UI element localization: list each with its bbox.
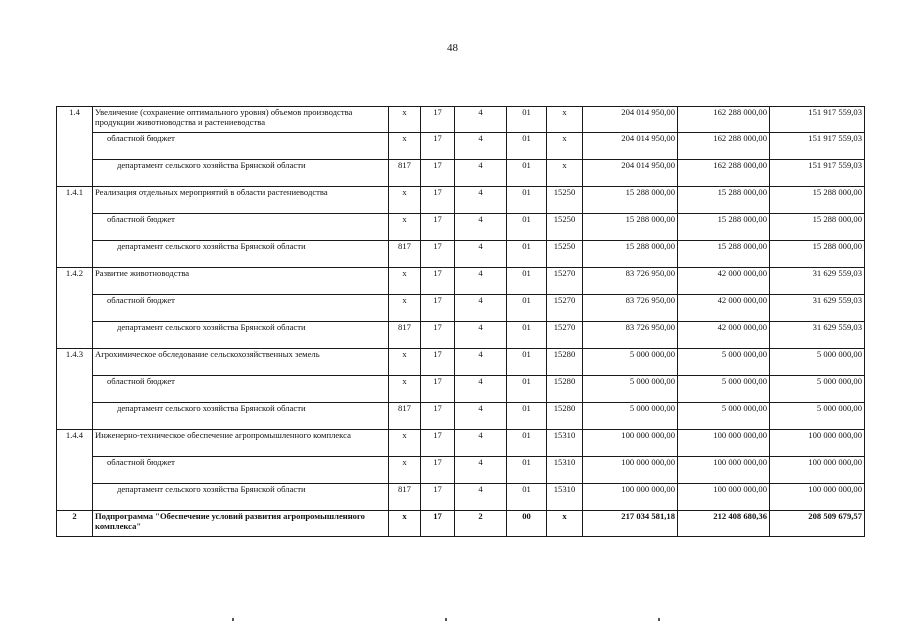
grbs-cell: x (389, 214, 421, 241)
row-name-text: областной бюджет (107, 295, 175, 305)
row-name (93, 187, 389, 214)
year1-amount: 217 034 581,18 (583, 511, 678, 537)
year3-amount: 5 000 000,00 (770, 349, 865, 376)
row-name-text: Инженерно-техническое обеспечение агропромышленного комплекса (95, 430, 351, 440)
year2-amount: 162 288 000,00 (678, 160, 770, 187)
row-name (93, 349, 389, 376)
row-name (93, 160, 389, 187)
vr-cell: x (547, 107, 583, 133)
pr-cell: 4 (455, 349, 507, 376)
year3-amount: 208 509 679,57 (770, 511, 865, 537)
vr-cell: 15270 (547, 322, 583, 349)
vr-cell: 15250 (547, 214, 583, 241)
year2-amount: 15 288 000,00 (678, 187, 770, 214)
pr-cell: 4 (455, 295, 507, 322)
row-name-text: областной бюджет (107, 457, 175, 467)
year3-amount: 100 000 000,00 (770, 457, 865, 484)
pr-cell: 4 (455, 268, 507, 295)
grbs-cell: x (389, 430, 421, 457)
row-name-text: департамент сельского хозяйства Брянской области (117, 322, 306, 332)
rz-cell: 17 (421, 214, 455, 241)
pr-cell: 4 (455, 214, 507, 241)
csr-cell: 01 (507, 214, 547, 241)
year2-amount: 212 408 680,36 (678, 511, 770, 537)
rz-cell: 17 (421, 241, 455, 268)
table-row (57, 376, 865, 403)
rz-cell: 17 (421, 295, 455, 322)
csr-cell: 01 (507, 295, 547, 322)
year3-amount: 15 288 000,00 (770, 187, 865, 214)
year3-amount: 15 288 000,00 (770, 241, 865, 268)
row-name-text: Реализация отдельных мероприятий в области растениеводства (95, 187, 328, 197)
grbs-cell: 817 (389, 322, 421, 349)
csr-cell: 01 (507, 133, 547, 160)
vr-cell: 15270 (547, 268, 583, 295)
csr-cell: 01 (507, 403, 547, 430)
table-row (57, 187, 865, 214)
table-row (57, 430, 865, 457)
row-name (93, 322, 389, 349)
vr-cell: 15280 (547, 349, 583, 376)
vr-cell: 15250 (547, 187, 583, 214)
grbs-cell: x (389, 376, 421, 403)
year2-amount: 100 000 000,00 (678, 484, 770, 511)
rz-cell: 17 (421, 511, 455, 537)
row-name-text: департамент сельского хозяйства Брянской области (117, 241, 306, 251)
row-name (93, 268, 389, 295)
scan-mark (445, 618, 447, 621)
vr-cell: 15310 (547, 457, 583, 484)
year2-amount: 100 000 000,00 (678, 430, 770, 457)
row-name (93, 403, 389, 430)
year1-amount: 5 000 000,00 (583, 376, 678, 403)
row-name (93, 457, 389, 484)
year1-amount: 15 288 000,00 (583, 214, 678, 241)
table-row (57, 457, 865, 484)
year3-amount: 5 000 000,00 (770, 403, 865, 430)
year2-amount: 42 000 000,00 (678, 295, 770, 322)
grbs-cell: x (389, 457, 421, 484)
csr-cell: 01 (507, 160, 547, 187)
rz-cell: 17 (421, 160, 455, 187)
year3-amount: 100 000 000,00 (770, 484, 865, 511)
year2-amount: 162 288 000,00 (678, 133, 770, 160)
scan-mark (232, 618, 234, 621)
year1-amount: 83 726 950,00 (583, 295, 678, 322)
rz-cell: 17 (421, 430, 455, 457)
grbs-cell: 817 (389, 484, 421, 511)
csr-cell: 01 (507, 457, 547, 484)
row-name-text: Подпрограмма "Обеспечение условий развития агропромышленного комплекса" (95, 511, 365, 531)
budget-table (56, 106, 865, 537)
year3-amount: 31 629 559,03 (770, 295, 865, 322)
row-name-text: областной бюджет (107, 133, 175, 143)
rz-cell: 17 (421, 376, 455, 403)
pr-cell: 4 (455, 376, 507, 403)
rz-cell: 17 (421, 349, 455, 376)
year2-amount: 100 000 000,00 (678, 457, 770, 484)
row-name (93, 295, 389, 322)
pr-cell: 2 (455, 511, 507, 537)
rz-cell: 17 (421, 133, 455, 160)
year1-amount: 83 726 950,00 (583, 268, 678, 295)
vr-cell: x (547, 133, 583, 160)
table-row (57, 403, 865, 430)
grbs-cell: 817 (389, 403, 421, 430)
row-name (93, 484, 389, 511)
vr-cell: 15270 (547, 295, 583, 322)
rz-cell: 17 (421, 107, 455, 133)
row-name (93, 133, 389, 160)
pr-cell: 4 (455, 430, 507, 457)
row-code: 2 (57, 511, 93, 537)
row-name-text: департамент сельского хозяйства Брянской области (117, 484, 306, 494)
year1-amount: 15 288 000,00 (583, 241, 678, 268)
grbs-cell: x (389, 349, 421, 376)
row-name-text: департамент сельского хозяйства Брянской области (117, 160, 306, 170)
year3-amount: 15 288 000,00 (770, 214, 865, 241)
rz-cell: 17 (421, 187, 455, 214)
table-row (57, 511, 865, 537)
pr-cell: 4 (455, 107, 507, 133)
table-row (57, 133, 865, 160)
table-row (57, 160, 865, 187)
table-row (57, 484, 865, 511)
year1-amount: 100 000 000,00 (583, 457, 678, 484)
year2-amount: 5 000 000,00 (678, 403, 770, 430)
csr-cell: 01 (507, 430, 547, 457)
row-name (93, 511, 389, 537)
year1-amount: 83 726 950,00 (583, 322, 678, 349)
year2-amount: 5 000 000,00 (678, 349, 770, 376)
row-name (93, 376, 389, 403)
table-row (57, 107, 865, 133)
year1-amount: 204 014 950,00 (583, 107, 678, 133)
year3-amount: 151 917 559,03 (770, 107, 865, 133)
row-name (93, 241, 389, 268)
csr-cell: 01 (507, 484, 547, 511)
csr-cell: 01 (507, 322, 547, 349)
grbs-cell: x (389, 133, 421, 160)
year2-amount: 5 000 000,00 (678, 376, 770, 403)
year1-amount: 204 014 950,00 (583, 160, 678, 187)
year2-amount: 15 288 000,00 (678, 241, 770, 268)
table-row (57, 214, 865, 241)
year2-amount: 42 000 000,00 (678, 268, 770, 295)
table-row (57, 268, 865, 295)
year1-amount: 100 000 000,00 (583, 484, 678, 511)
year2-amount: 15 288 000,00 (678, 214, 770, 241)
year3-amount: 5 000 000,00 (770, 376, 865, 403)
scan-mark (658, 618, 660, 621)
csr-cell: 01 (507, 107, 547, 133)
rz-cell: 17 (421, 322, 455, 349)
rz-cell: 17 (421, 457, 455, 484)
year3-amount: 31 629 559,03 (770, 322, 865, 349)
csr-cell: 01 (507, 187, 547, 214)
vr-cell: 15250 (547, 241, 583, 268)
year1-amount: 204 014 950,00 (583, 133, 678, 160)
vr-cell: x (547, 160, 583, 187)
row-name (93, 107, 389, 133)
row-code: 1.4.1 (57, 187, 93, 268)
row-name (93, 430, 389, 457)
rz-cell: 17 (421, 268, 455, 295)
rz-cell: 17 (421, 403, 455, 430)
row-code: 1.4.2 (57, 268, 93, 349)
vr-cell: 15280 (547, 376, 583, 403)
year3-amount: 151 917 559,03 (770, 160, 865, 187)
year2-amount: 162 288 000,00 (678, 107, 770, 133)
pr-cell: 4 (455, 322, 507, 349)
row-name-text: Агрохимическое обследование сельскохозяйственных земель (95, 349, 320, 359)
year1-amount: 15 288 000,00 (583, 187, 678, 214)
vr-cell: 15280 (547, 403, 583, 430)
pr-cell: 4 (455, 484, 507, 511)
year3-amount: 151 917 559,03 (770, 133, 865, 160)
row-name-text: департамент сельского хозяйства Брянской области (117, 403, 306, 413)
vr-cell: x (547, 511, 583, 537)
csr-cell: 01 (507, 268, 547, 295)
row-code: 1.4 (57, 107, 93, 187)
year3-amount: 100 000 000,00 (770, 430, 865, 457)
csr-cell: 00 (507, 511, 547, 537)
table-body (57, 107, 865, 537)
pr-cell: 4 (455, 457, 507, 484)
grbs-cell: x (389, 295, 421, 322)
csr-cell: 01 (507, 349, 547, 376)
page-number: 48 (447, 42, 458, 54)
table-row (57, 349, 865, 376)
vr-cell: 15310 (547, 430, 583, 457)
year1-amount: 100 000 000,00 (583, 430, 678, 457)
grbs-cell: x (389, 511, 421, 537)
pr-cell: 4 (455, 160, 507, 187)
row-name-text: областной бюджет (107, 376, 175, 386)
table-row (57, 241, 865, 268)
row-name-text: Развитие животноводства (95, 268, 190, 278)
table-row (57, 295, 865, 322)
year3-amount: 31 629 559,03 (770, 268, 865, 295)
row-name (93, 214, 389, 241)
grbs-cell: 817 (389, 160, 421, 187)
grbs-cell: x (389, 107, 421, 133)
csr-cell: 01 (507, 376, 547, 403)
grbs-cell: 817 (389, 241, 421, 268)
year1-amount: 5 000 000,00 (583, 349, 678, 376)
pr-cell: 4 (455, 133, 507, 160)
table-row (57, 322, 865, 349)
vr-cell: 15310 (547, 484, 583, 511)
year2-amount: 42 000 000,00 (678, 322, 770, 349)
grbs-cell: x (389, 187, 421, 214)
row-code: 1.4.3 (57, 349, 93, 430)
row-name-text: областной бюджет (107, 214, 175, 224)
pr-cell: 4 (455, 403, 507, 430)
pr-cell: 4 (455, 187, 507, 214)
year1-amount: 5 000 000,00 (583, 403, 678, 430)
row-name-text: Увеличение (сохранение оптимального уровня) объемов производства продукции животноводства и растениеводства (95, 107, 353, 127)
csr-cell: 01 (507, 241, 547, 268)
grbs-cell: x (389, 268, 421, 295)
rz-cell: 17 (421, 484, 455, 511)
pr-cell: 4 (455, 241, 507, 268)
row-code: 1.4.4 (57, 430, 93, 511)
